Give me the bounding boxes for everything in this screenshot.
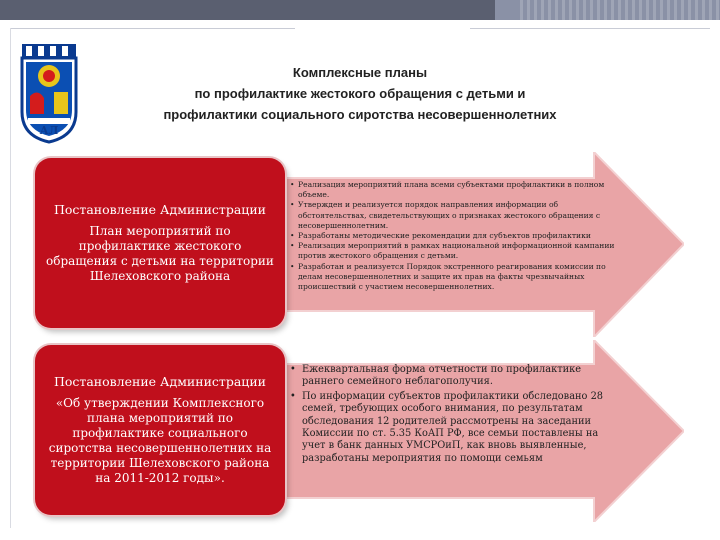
decree-card-1 bbox=[35, 158, 285, 328]
decree-card-2 bbox=[35, 345, 285, 515]
title-line-3: профилактики социального сиротства несовершеннолетних bbox=[163, 107, 557, 122]
list-item: • Реализация мероприятий в рамках национальной информационной кампании против жестокого обращения с детьми. bbox=[290, 241, 620, 261]
decree-card-heading: Постановление Администрации bbox=[53, 202, 266, 217]
decree-card-body: План мероприятий по профилактике жестокого обращения с детьми на территории Шелеховского района bbox=[46, 224, 274, 283]
decree-card-heading: Постановление Администрации bbox=[53, 374, 266, 389]
list-item: • Ежеквартальная форма отчетности по профилактике раннего семейного неблагополучия. bbox=[290, 364, 620, 389]
list-item: • Разработаны методические рекомендации для субъектов профилактики bbox=[290, 231, 620, 241]
list-item: • По информации субъектов профилактики обследовано 28 семей, требующих особого внимания, по результатам обследования 12 родителей рассмотрены на заседании Комиссии по ст. 5.35 КоАП РФ, все семьи поставлены на учет в банк данных УМСРОиП, как вновь выявленные, разработаны мероприятия по помощи семьям bbox=[290, 391, 620, 465]
list-item: • Разработан и реализуется Порядок экстренного реагирования комиссии по делам несовершеннолетних и защите их прав на факты чрезвычайных происшествий с участием несовершеннолетних. bbox=[290, 262, 620, 293]
coat-of-arms-icon bbox=[16, 44, 82, 144]
title-line-1: Комплексные планы bbox=[292, 65, 428, 80]
left-border bbox=[10, 28, 11, 528]
results-list-1 bbox=[290, 180, 620, 292]
results-list-2 bbox=[290, 364, 620, 467]
top-bar-stripes bbox=[520, 0, 720, 20]
list-item: • Реализация мероприятий плана всеми субъектами профилактики в полном объеме. bbox=[290, 180, 620, 200]
title-line-2: по профилактике жестокого обращения с детьми и bbox=[194, 86, 526, 101]
divider-left bbox=[10, 28, 295, 29]
emblem-caption: АЛ bbox=[39, 124, 59, 137]
decree-card-body: «Об утверждении Комплексного плана мероприятий по профилактике социального сиротства несовершеннолетних на территории Шелеховского района на 2011-2012 годы». bbox=[48, 396, 272, 485]
page-title bbox=[100, 62, 620, 125]
list-item: • Утвержден и реализуется порядок направления информации об обстоятельствах, свидетельствующих о признаках жестокого обращения с несовершеннолетним. bbox=[290, 200, 620, 231]
divider-right bbox=[470, 28, 710, 29]
